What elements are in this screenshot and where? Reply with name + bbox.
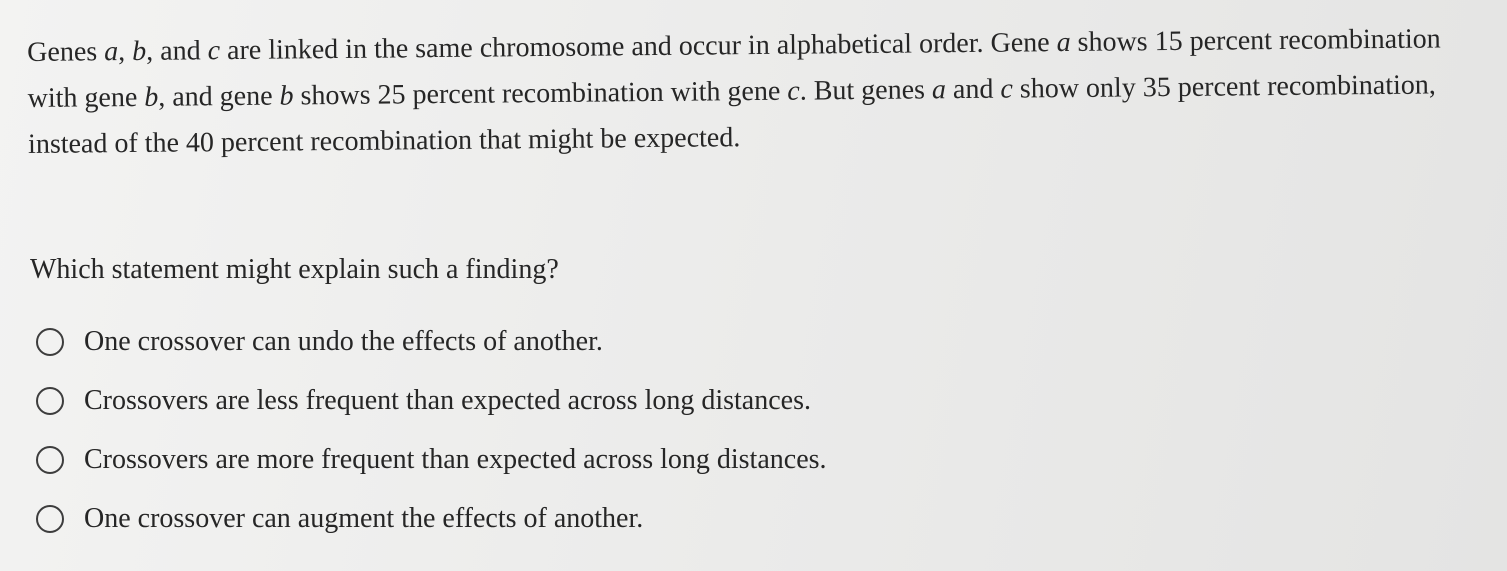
question-stem <box>27 16 1478 168</box>
stem-text: . But genes <box>799 74 933 107</box>
answer-option-label: Crossovers are less frequent than expected across long distances. <box>84 384 811 416</box>
stem-text: Genes <box>27 36 105 68</box>
gene-b: b <box>144 81 159 113</box>
stem-text: show only 35 percent recombination, instead of the 40 percent recombination that might be expected. <box>27 69 1436 160</box>
radio-button-icon[interactable] <box>36 505 64 533</box>
stem-text: , and <box>146 35 208 67</box>
answer-options <box>36 312 1036 548</box>
answer-option-label: One crossover can augment the effects of another. <box>84 502 644 534</box>
answer-option-4[interactable] <box>36 489 1036 548</box>
gene-b: b <box>279 80 294 112</box>
radio-button-icon[interactable] <box>36 328 64 356</box>
answer-option-label: Crossovers are more frequent than expected across long distances. <box>84 443 827 475</box>
answer-option-1[interactable] <box>36 312 1036 371</box>
radio-button-icon[interactable] <box>36 387 64 415</box>
gene-b: b <box>132 35 147 67</box>
answer-option-3[interactable] <box>36 430 1036 489</box>
gene-c: c <box>207 35 221 67</box>
gene-c: c <box>787 75 800 107</box>
gene-a: a <box>1056 26 1071 59</box>
stem-text: shows 15 percent recombination with gene <box>27 23 1441 114</box>
stem-text: , <box>118 35 133 68</box>
radio-button-icon[interactable] <box>36 446 64 474</box>
stem-text: shows 25 percent recombination with gene <box>293 75 788 112</box>
answer-option-2[interactable] <box>36 371 1036 430</box>
answer-option-label: One crossover can undo the effects of another. <box>84 325 603 357</box>
question-prompt: Which statement might explain such a finding? <box>30 254 559 285</box>
gene-a: a <box>931 74 947 106</box>
gene-c: c <box>1000 73 1013 105</box>
stem-text: and <box>945 73 1001 106</box>
stem-text: are linked in the same chromosome and occur in alphabetical order. Gene <box>219 27 1057 67</box>
stem-text: , and gene <box>158 80 280 113</box>
gene-a: a <box>104 36 119 68</box>
